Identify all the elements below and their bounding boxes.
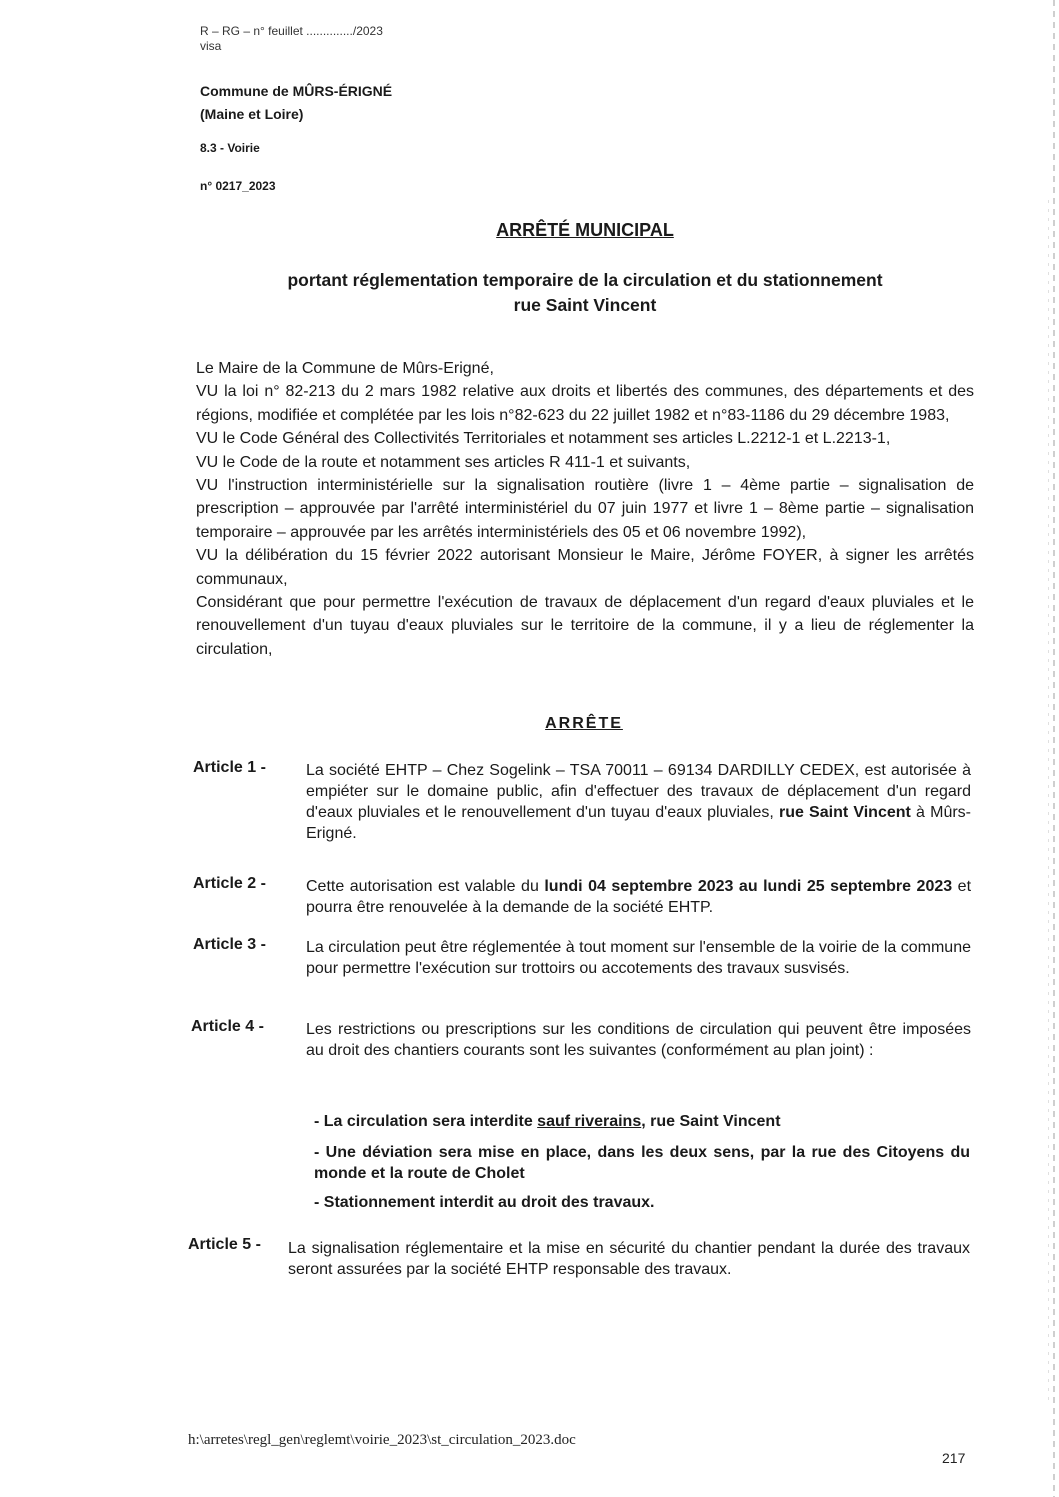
- bullet-part: - La circulation sera interdite: [314, 1113, 538, 1130]
- article-2-label: Article 2 -: [193, 875, 266, 892]
- page-title: ARRÊTÉ MUNICIPAL: [496, 220, 674, 240]
- file-path: h:\arretes\regl_gen\reglemt\voirie_2023\st_circulation_2023.doc: [188, 1432, 576, 1448]
- scan-edge-mark: [1048, 200, 1049, 1400]
- preamble-line: VU la délibération du 15 février 2022 autorisant Monsieur le Maire, Jérôme FOYER, à signer les arrêtés communaux,: [196, 547, 974, 588]
- article-4-label: Article 4 -: [191, 1018, 264, 1035]
- article-2-text-part: Cette autorisation est valable du: [306, 878, 545, 895]
- article-2-dates: lundi 04 septembre 2023 au lundi 25 septembre 2023: [544, 878, 953, 895]
- article-3-text: La circulation peut être réglementée à tout moment sur l'ensemble de la voirie de la commune pour permettre l'exécution sur trottoirs ou accotements des travaux susvisés.: [306, 939, 971, 977]
- article-1-text-part: La société EHTP – Chez Sogelink – TSA 70011 – 69134 DARDILLY CEDEX, est autorisée à empiéter sur le domaine public, afin d'effectuer des travaux de déplacement d'un regard d'eaux pluviales et le renouvellement d'un tuyau d'eaux pluviales,: [306, 762, 971, 821]
- article-5-text: La signalisation réglementaire et la mise en sécurité du chantier pendant la durée des travaux seront assurées par la société EHTP responsable des travaux.: [288, 1240, 970, 1278]
- ref-line: R – RG – n° feuillet ............../2023: [200, 24, 383, 38]
- article-1-street: rue Saint Vincent: [773, 804, 911, 821]
- bullet-part: , rue Saint Vincent: [641, 1113, 781, 1130]
- article-4-bullet: - Une déviation sera mise en place, dans les deux sens, par la rue des Citoyens du monde et la route de Cholet: [314, 1144, 970, 1182]
- subtitle-line: portant réglementation temporaire de la circulation et du stationnement: [287, 270, 883, 290]
- article-3-label: Article 3 -: [193, 936, 266, 953]
- department: (Maine et Loire): [200, 106, 304, 122]
- commune-block: [200, 80, 392, 126]
- category: 8.3 - Voirie: [200, 141, 260, 155]
- subtitle: [150, 268, 1020, 318]
- reference-block: [200, 24, 383, 54]
- article-2-text: [306, 876, 971, 918]
- commune-name: Commune de MÛRS-ÉRIGNÉ: [200, 83, 393, 99]
- article-1-text-part: à Mûrs-Erigné.: [306, 804, 972, 842]
- article-5-label: Article 5 -: [188, 1236, 261, 1253]
- article-2-text-part: et pourra être renouvelée à la demande de la société EHTP.: [306, 878, 972, 916]
- preamble: [196, 357, 974, 661]
- preamble-line: Le Maire de la Commune de Mûrs-Erigné,: [196, 360, 494, 377]
- preamble-line: VU le Code Général des Collectivités Territoriales et notamment ses articles L.2212-1 et L.2213-1,: [196, 430, 891, 448]
- article-1-text: [306, 760, 971, 844]
- bullet-underline: sauf riverains: [537, 1113, 642, 1130]
- article-4-bullet: [314, 1111, 970, 1132]
- page-number: 217: [942, 1450, 966, 1466]
- preamble-line: VU la loi n° 82-213 du 2 mars 1982 relative aux droits et libertés des communes, des départements et des régions, modifiée et complétée par les lois n°82-623 du 22 juillet 1982 et n°83-1186 du 29 décembre 1983,: [196, 383, 974, 424]
- article-1-label: Article 1 -: [193, 759, 266, 776]
- preamble-line: VU l'instruction interministérielle sur la signalisation routière (livre 1 – 4ème partie – signalisation de prescription – approuvée par l'arrêté interministériel du 07 juin 1977 et livre 1 – 8ème partie – signalisation temporaire – approuvée par les arrêtés interministériels des 05 et 06 novembre 1992),: [196, 477, 974, 541]
- subtitle-line: rue Saint Vincent: [513, 295, 657, 315]
- article-4-text: Les restrictions ou prescriptions sur les conditions de circulation qui peuvent être imposées au droit des chantiers courants sont les suivantes (conformément au plan joint) :: [306, 1021, 971, 1059]
- preamble-line: VU le Code de la route et notamment ses articles R 411-1 et suivants,: [196, 453, 691, 471]
- decree-number: n° 0217_2023: [200, 179, 276, 193]
- arrete-heading: ARRÊTE: [545, 715, 623, 732]
- visa-line: visa: [200, 39, 222, 53]
- preamble-line: Considérant que pour permettre l'exécution de travaux de déplacement d'un regard d'eaux pluviales et le renouvellement d'un tuyau d'eaux pluviales sur le territoire de la commune, il y a lieu de réglementer la circulation,: [196, 594, 974, 658]
- article-4-bullet: - Stationnement interdit au droit des travaux.: [314, 1194, 655, 1211]
